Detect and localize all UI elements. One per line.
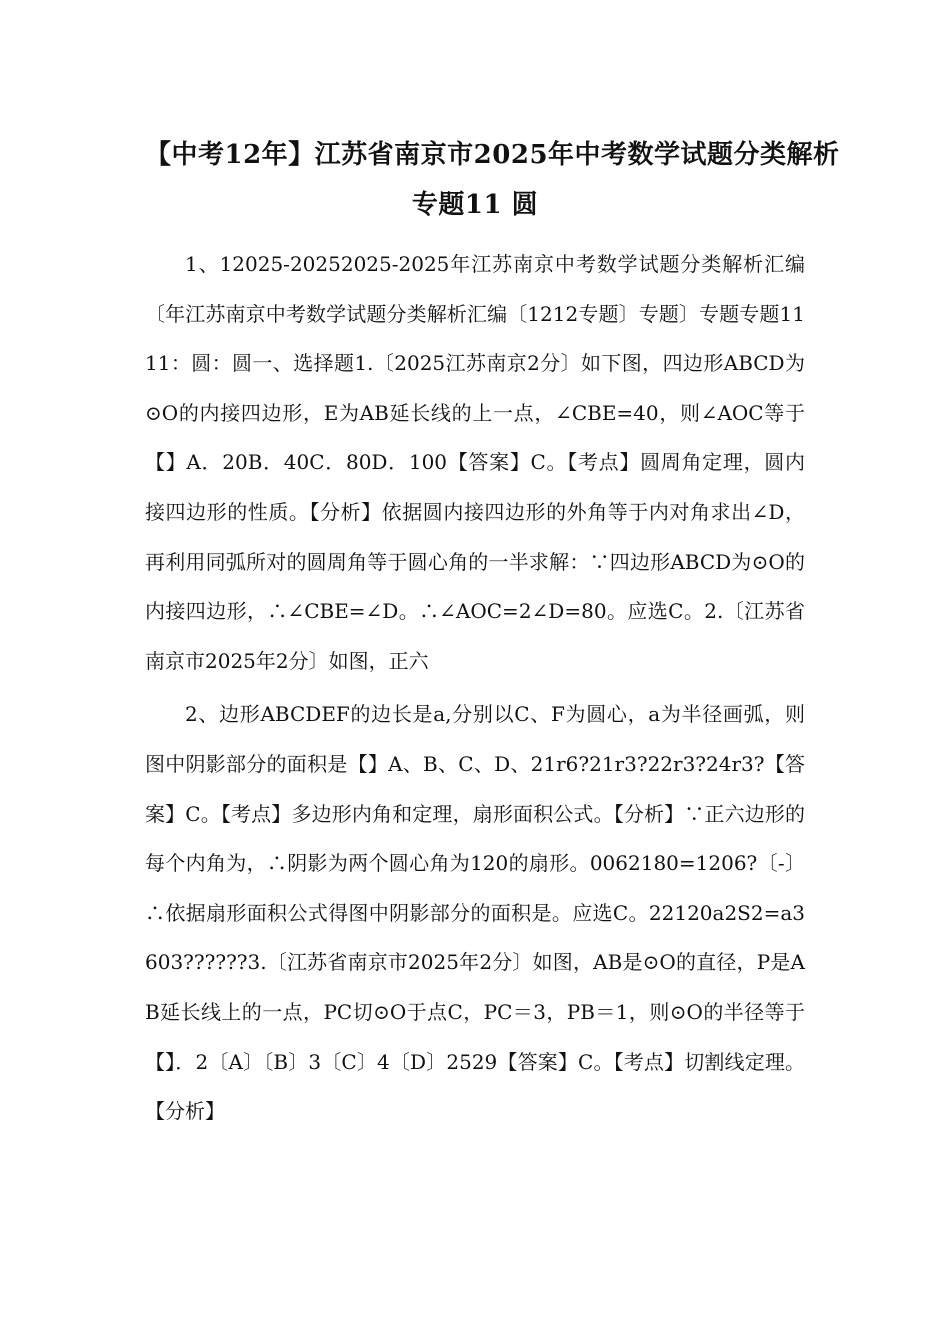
title-line-2: 专题11 圆 — [411, 190, 539, 220]
document-title — [145, 130, 840, 230]
document-body — [145, 240, 805, 1137]
title-line-1: 【中考12年】江苏省南京市2025年中考数学试题分类解析 — [145, 140, 840, 170]
paragraph-1: 1、12025-20252025-2025年江苏南京中考数学试题分类解析汇编〔年江苏南京中考数学试题分类解析汇编〔1212专题〕专题〕专题专题1111：圆：圆一、选择题1.〔2025江苏南京2分〕如下图，四边形ABCD为⊙O的内接四边形，E为AB延长线的上一点，∠CBE=40，则∠AOC等于【】A．20B．40C．80D．100【答案】C。【考点】圆周角定理，圆内接四边形的性质。【分析】依据圆内接四边形的外角等于内对角求出∠D，再利用同弧所对的圆周角等于圆心角的一半求解：∵四边形ABCD为⊙O的内接四边形，∴∠CBE=∠D。∴∠AOC=2∠D=80。应选C。2.〔江苏省南京市2025年2分〕如图，正六 — [145, 252, 805, 673]
paragraph-2: 2、边形ABCDEF的边长是a,分别以C、F为圆心，a为半径画弧，则图中阴影部分的面积是【】A、B、C、D、21r6?21r3?22r3?24r3?【答案】C。【考点】多边形内角和定理，扇形面积公式。【分析】∵正六边形的每个内角为，∴阴影为两个圆心角为120的扇形。0062180=1206?〔-〕∴依据扇形面积公式得图中阴影部分的面积是。应选C。22120a2S2=a3603??????3.〔江苏省南京市2025年2分〕如图，AB是⊙O的直径，P是AB延长线上的一点，PC切⊙O于点C，PC＝3，PB＝1，则⊙O的半径等于【】．2〔A〕〔B〕3〔C〕4〔D〕2529【答案】C。【考点】切割线定理。【分析】 — [145, 702, 805, 1124]
